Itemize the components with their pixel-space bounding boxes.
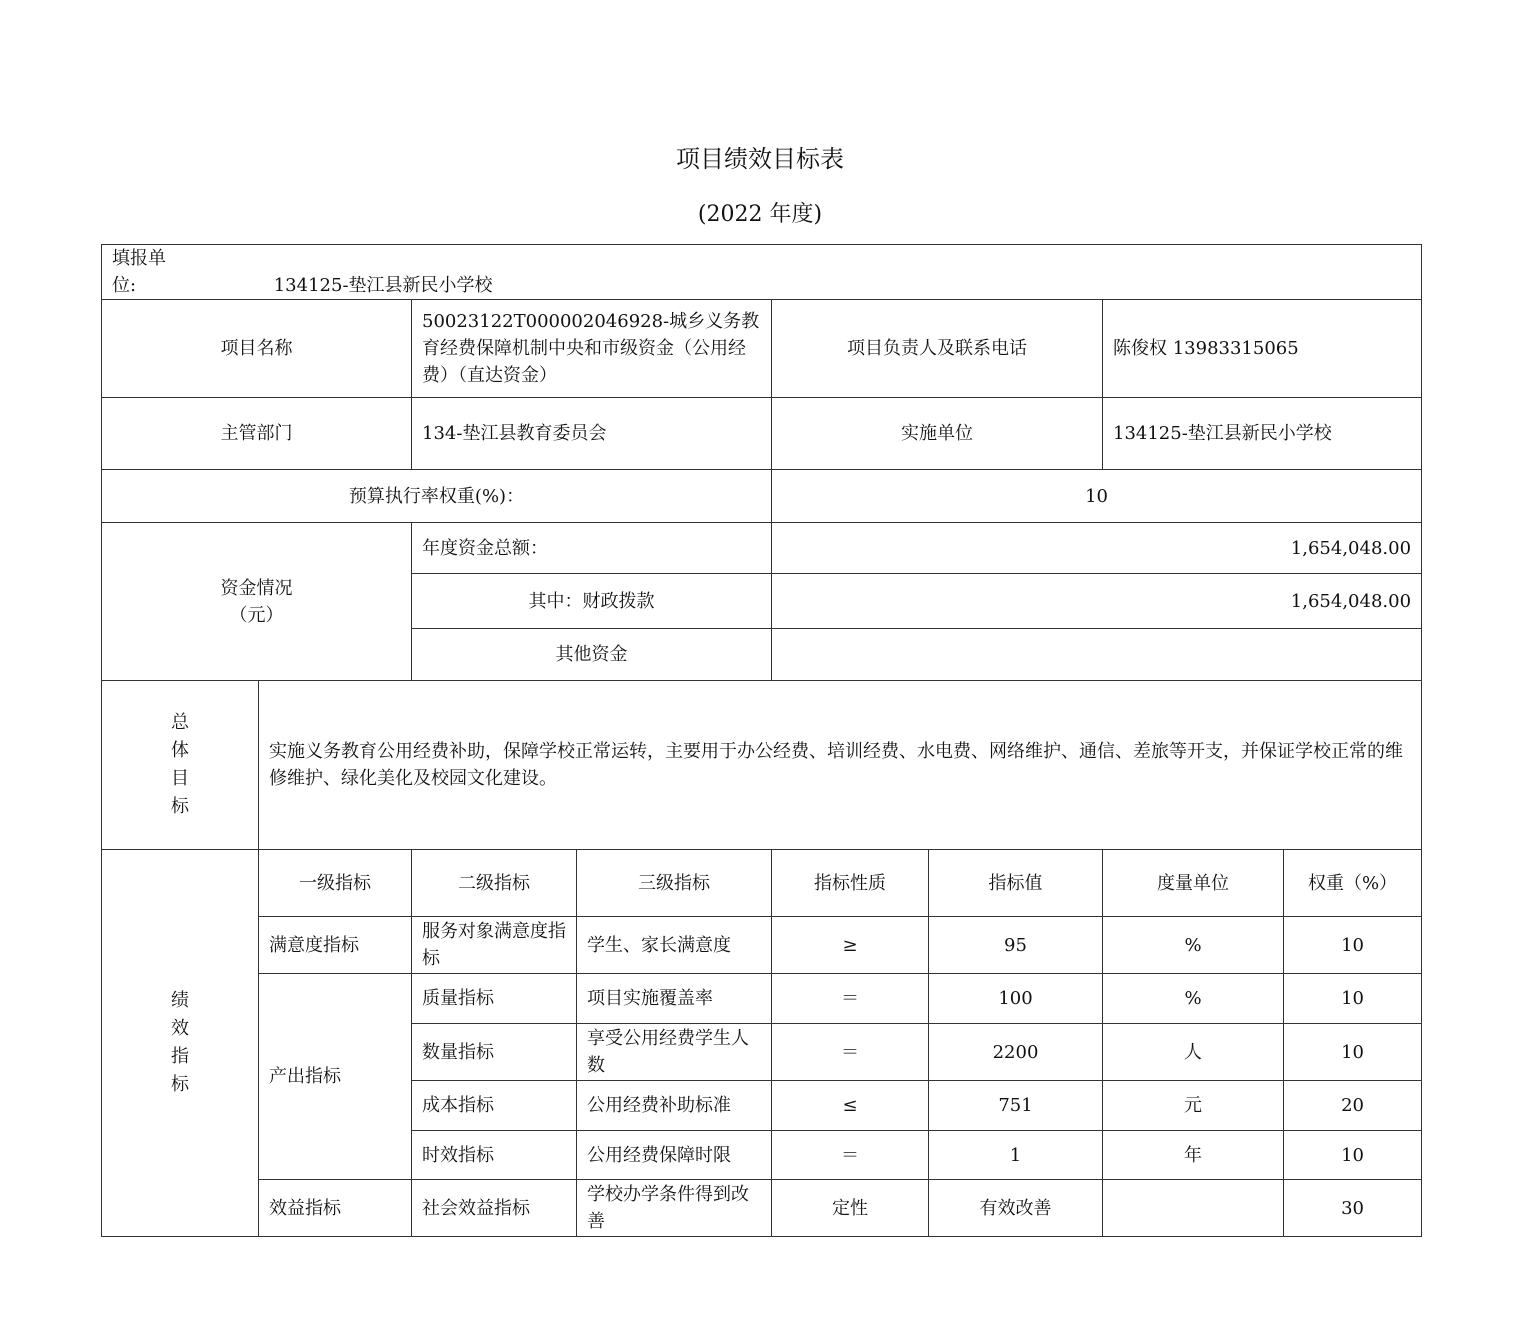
funds-label-line1: 资金情况 (220, 577, 293, 599)
unit-cell: % (1103, 917, 1284, 974)
unit-cell: 元 (1103, 1081, 1284, 1131)
level2-cell: 数量指标 (412, 1024, 577, 1081)
level3-cell: 项目实施覆盖率 (577, 974, 772, 1024)
impl-unit-value: 134125-垫江县新民小学校 (1103, 398, 1422, 470)
value-cell: 95 (929, 917, 1103, 974)
goal-text: 实施义务教育公用经费补助，保障学校正常运转，主要用于办公经费、培训经费、水电费、网络维护、通信、差旅等开支，并保证学校正常的维修维护、绿化美化及校园文化建设。 (259, 681, 1422, 850)
impl-unit-label: 实施单位 (772, 398, 1103, 470)
budget-weight-label: 预算执行率权重(%)： (102, 470, 772, 523)
weight-cell: 10 (1284, 917, 1422, 974)
dept-label: 主管部门 (102, 398, 412, 470)
value-cell: 100 (929, 974, 1103, 1024)
goal-label-char: 总 (171, 712, 189, 733)
header-weight: 权重（%） (1284, 850, 1422, 917)
table-row (102, 917, 1422, 974)
funds-total-label: 年度资金总额： (412, 523, 772, 574)
performance-target-table (101, 244, 1422, 1237)
level2-cell: 时效指标 (412, 1131, 577, 1180)
funds-other-label: 其他资金 (412, 629, 772, 681)
goal-label-char: 目 (171, 768, 189, 789)
funds-label-line2: （元） (229, 604, 284, 626)
header-nature: 指标性质 (772, 850, 929, 917)
value-cell: 1 (929, 1131, 1103, 1180)
indicators-label-char: 标 (171, 1074, 189, 1095)
level3-cell: 公用经费补助标准 (577, 1081, 772, 1131)
indicators-label-char: 效 (171, 1018, 189, 1039)
level1-output: 产出指标 (259, 974, 412, 1180)
unit-cell: % (1103, 974, 1284, 1024)
funds-other-value (772, 629, 1422, 681)
level3-cell: 享受公用经费学生人数 (577, 1024, 772, 1081)
value-cell: 751 (929, 1081, 1103, 1131)
page-title: 项目绩效目标表 (676, 145, 844, 173)
header-value: 指标值 (929, 850, 1103, 917)
level1-satisfaction: 满意度指标 (259, 917, 412, 974)
level3-cell: 公用经费保障时限 (577, 1131, 772, 1180)
header-unit: 度量单位 (1103, 850, 1284, 917)
funds-total-value: 1,654,048.00 (772, 523, 1422, 574)
value-cell: 2200 (929, 1024, 1103, 1081)
level1-benefit: 效益指标 (259, 1180, 412, 1237)
funds-section-label (102, 523, 412, 681)
funds-fiscal-label: 其中：财政拨款 (412, 574, 772, 629)
header-level3: 三级指标 (577, 850, 772, 917)
project-manager-label: 项目负责人及联系电话 (772, 300, 1103, 398)
nature-cell: ＝ (772, 1131, 929, 1180)
goal-label-char: 体 (171, 740, 189, 761)
report-unit-label: 填报单位: (112, 248, 166, 296)
weight-cell: 10 (1284, 974, 1422, 1024)
value-cell: 有效改善 (929, 1180, 1103, 1237)
unit-cell: 人 (1103, 1024, 1284, 1081)
weight-cell: 20 (1284, 1081, 1422, 1131)
level2-cell: 社会效益指标 (412, 1180, 577, 1237)
nature-cell: ＝ (772, 974, 929, 1024)
table-row (102, 974, 1422, 1024)
funds-fiscal-value: 1,654,048.00 (772, 574, 1422, 629)
level3-cell: 学校办学条件得到改善 (577, 1180, 772, 1237)
project-manager-value: 陈俊权 13983315065 (1103, 300, 1422, 398)
table-row (102, 1180, 1422, 1237)
dept-value: 134-垫江县教育委员会 (412, 398, 772, 470)
indicators-label (102, 850, 259, 1237)
level2-cell: 服务对象满意度指标 (412, 917, 577, 974)
goal-label-char: 标 (171, 796, 189, 817)
indicators-label-char: 指 (171, 1046, 189, 1067)
level3-cell: 学生、家长满意度 (577, 917, 772, 974)
nature-cell: 定性 (772, 1180, 929, 1237)
nature-cell: ≥ (772, 917, 929, 974)
level2-cell: 质量指标 (412, 974, 577, 1024)
goal-label (102, 681, 259, 850)
nature-cell: ＝ (772, 1024, 929, 1081)
weight-cell: 30 (1284, 1180, 1422, 1237)
level2-cell: 成本指标 (412, 1081, 577, 1131)
page-subtitle: (2022 年度) (697, 202, 823, 227)
project-name-label: 项目名称 (102, 300, 412, 398)
weight-cell: 10 (1284, 1131, 1422, 1180)
header-level2: 二级指标 (412, 850, 577, 917)
budget-weight-value: 10 (772, 470, 1422, 523)
report-unit-cell (102, 245, 1422, 300)
report-unit-value: 134125-垫江县新民小学校 (273, 275, 493, 296)
unit-cell: 年 (1103, 1131, 1284, 1180)
weight-cell: 10 (1284, 1024, 1422, 1081)
unit-cell (1103, 1180, 1284, 1237)
nature-cell: ≤ (772, 1081, 929, 1131)
project-name-value: 50023122T000002046928-城乡义务教育经费保障机制中央和市级资金（公用经费）（直达资金） (412, 300, 772, 398)
indicators-label-char: 绩 (171, 990, 189, 1011)
header-level1: 一级指标 (259, 850, 412, 917)
